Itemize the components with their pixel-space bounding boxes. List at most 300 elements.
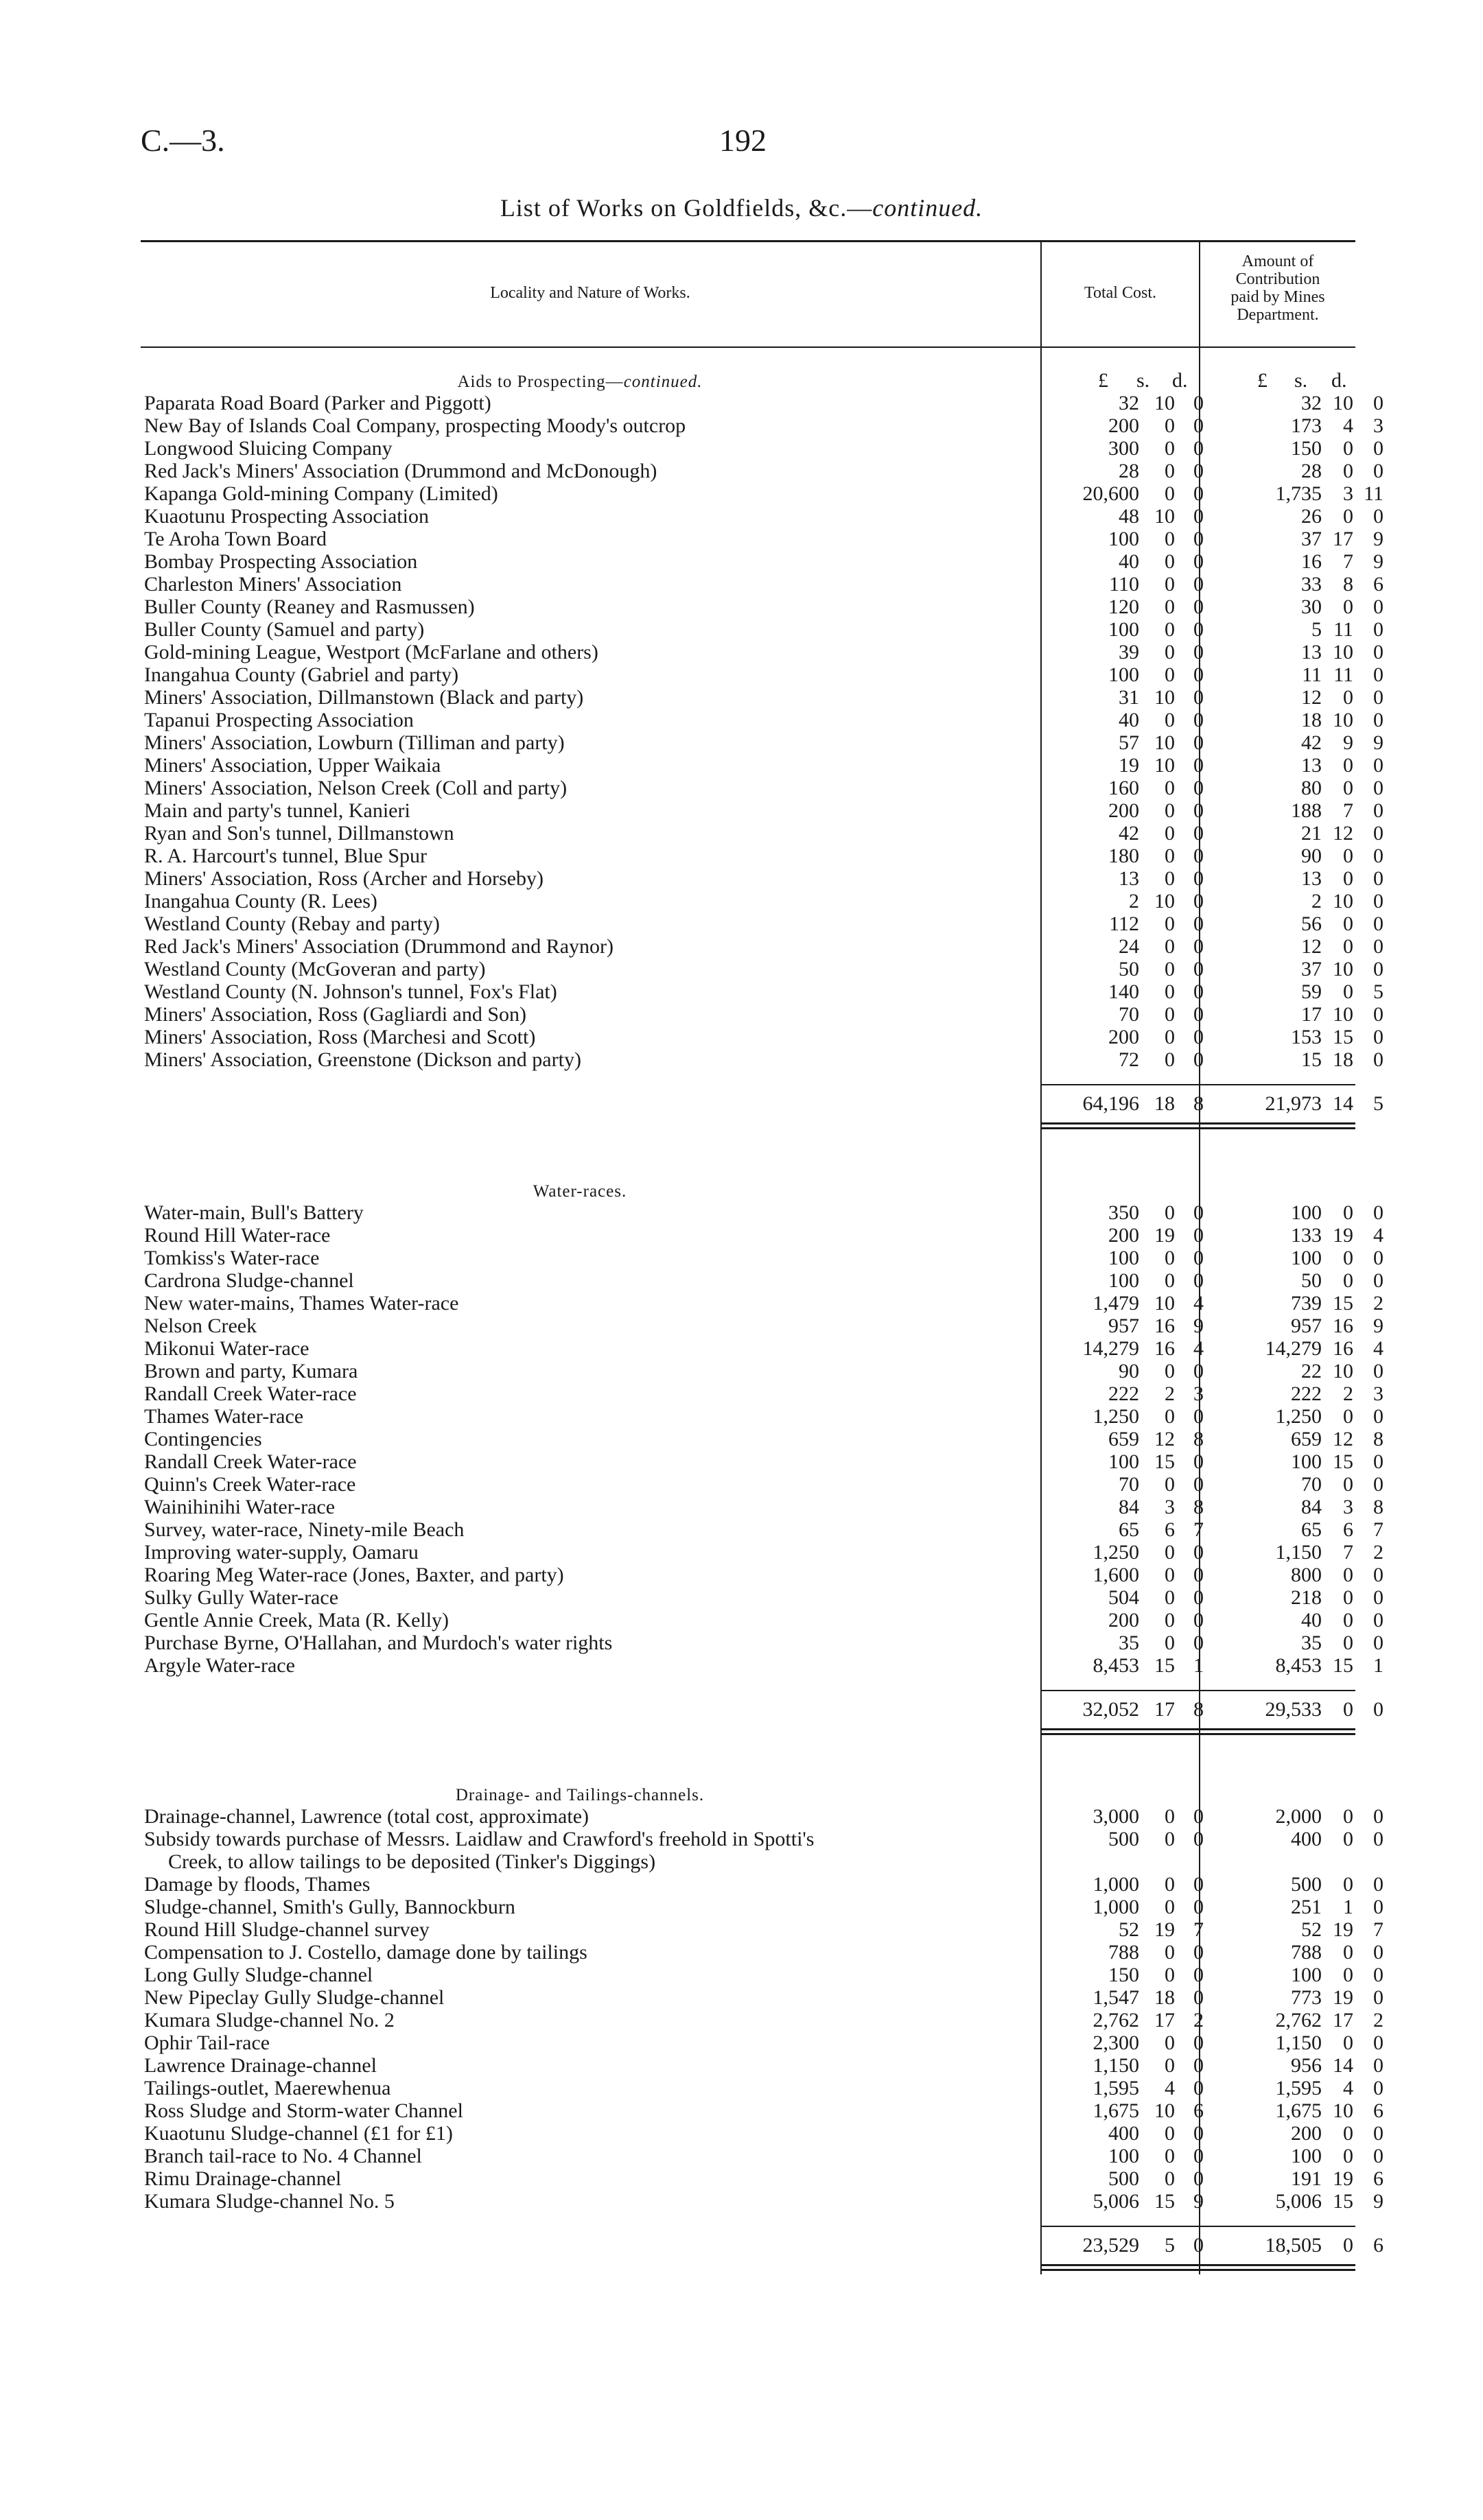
total-cost-pence: 0 (1193, 2234, 1204, 2257)
row-cost-pence: 6 (1193, 2099, 1204, 2122)
row-contrib-pounds: 14,279 (1265, 1337, 1322, 1360)
total-contrib-pounds: 18,505 (1265, 2234, 1322, 2257)
row-contrib-pence: 0 (1373, 1609, 1383, 1632)
row-contrib-pounds: 8,453 (1275, 1654, 1322, 1677)
row-contrib-shillings: 19 (1333, 2167, 1353, 2190)
row-cost-shillings: 0 (1165, 573, 1175, 596)
row-contrib-pence: 0 (1373, 890, 1383, 912)
row-cost-shillings: 4 (1165, 2077, 1175, 2099)
row-cost-pence: 0 (1193, 1873, 1204, 1896)
row-cost-shillings: 0 (1165, 1896, 1175, 1918)
row-contrib-pence: 0 (1373, 392, 1383, 414)
row-cost-pence: 0 (1193, 2032, 1204, 2054)
total-cost-shillings: 18 (1154, 1092, 1175, 1115)
row-cost-pounds: 57 (1119, 731, 1139, 754)
row-cost-pounds: 50 (1119, 958, 1139, 980)
row-locality: Compensation to J. Costello, damage done by tailings (144, 1941, 587, 1964)
row-contrib-shillings: 18 (1333, 1048, 1353, 1071)
total-cost-pounds: 32,052 (1082, 1698, 1139, 1721)
row-cost-pence: 4 (1193, 1337, 1204, 1360)
row-contrib-pounds: 30 (1301, 596, 1322, 618)
row-cost-shillings: 0 (1165, 1586, 1175, 1609)
row-cost-pounds: 140 (1108, 980, 1139, 1003)
row-cost-shillings: 0 (1165, 1247, 1175, 1269)
row-cost-shillings: 0 (1165, 822, 1175, 845)
table-row (144, 1964, 1383, 1986)
row-cost-pounds: 3,000 (1093, 1805, 1139, 1828)
row-contrib-pence: 0 (1373, 437, 1383, 460)
row-cost-shillings: 0 (1165, 663, 1175, 686)
table-row (144, 2122, 1383, 2145)
row-locality: Red Jack's Miners' Association (Drummond and McDonough) (144, 460, 657, 482)
row-locality: Improving water-supply, Oamaru (144, 1541, 419, 1564)
row-cost-pence: 0 (1193, 1586, 1204, 1609)
table-row (144, 1428, 1383, 1450)
row-cost-shillings: 6 (1165, 1518, 1175, 1541)
row-cost-pounds: 2,300 (1093, 2032, 1139, 2054)
row-contrib-pounds: 1,675 (1275, 2099, 1322, 2122)
row-contrib-pounds: 5,006 (1275, 2190, 1322, 2213)
row-contrib-pounds: 21 (1301, 822, 1322, 845)
row-cost-pounds: 70 (1119, 1003, 1139, 1026)
table-row (144, 596, 1383, 618)
row-cost-pence: 0 (1193, 641, 1204, 663)
total-contrib-shillings: 0 (1343, 2234, 1353, 2257)
row-contrib-pence: 0 (1373, 935, 1383, 958)
row-locality: Mikonui Water-race (144, 1337, 310, 1360)
row-contrib-pence: 0 (1373, 1564, 1383, 1586)
row-cost-pounds: 35 (1119, 1632, 1139, 1654)
row-cost-pence: 0 (1193, 890, 1204, 912)
total-double-rule-bottom (1042, 1127, 1355, 1129)
row-cost-shillings: 0 (1165, 2167, 1175, 2190)
row-cost-pence: 0 (1193, 1632, 1204, 1654)
row-contrib-shillings: 1 (1343, 1896, 1353, 1918)
row-cost-shillings: 0 (1165, 2054, 1175, 2077)
row-locality: Round Hill Water-race (144, 1224, 331, 1247)
row-locality: Kumara Sludge-channel No. 5 (144, 2190, 395, 2213)
row-locality: Inangahua County (R. Lees) (144, 890, 377, 912)
row-contrib-pence: 0 (1373, 2122, 1383, 2145)
row-contrib-pounds: 12 (1301, 935, 1322, 958)
page-title-italic: continued. (872, 194, 983, 222)
row-contrib-pounds: 100 (1291, 1450, 1322, 1473)
row-contrib-pounds: 37 (1301, 958, 1322, 980)
contribution-line-3: paid by Mines (1230, 288, 1325, 306)
total-double-rule-bottom (1042, 1733, 1355, 1735)
row-cost-pounds: 160 (1108, 777, 1139, 799)
table-row (144, 1450, 1383, 1473)
row-cost-shillings: 10 (1154, 686, 1175, 709)
table-top-rule (141, 240, 1355, 242)
row-contrib-pounds: 40 (1301, 1609, 1322, 1632)
row-cost-shillings: 0 (1165, 1632, 1175, 1654)
total-contrib-pence: 0 (1373, 1698, 1383, 1721)
row-contrib-shillings: 15 (1333, 2190, 1353, 2213)
table-row (144, 1918, 1383, 1941)
row-cost-pounds: 659 (1108, 1428, 1139, 1450)
row-locality: Miners' Association, Dillmanstown (Black and party) (144, 686, 584, 709)
row-contrib-pence: 0 (1373, 1247, 1383, 1269)
row-contrib-pounds: 2,762 (1275, 2009, 1322, 2032)
row-contrib-shillings: 17 (1333, 2009, 1353, 2032)
total-row (144, 2234, 1383, 2257)
row-contrib-pounds: 22 (1301, 1360, 1322, 1382)
row-contrib-pence: 0 (1373, 686, 1383, 709)
table-row (144, 392, 1383, 414)
row-cost-pounds: 24 (1119, 935, 1139, 958)
page-title-main: List of Works on Goldfields, &c.— (500, 194, 873, 222)
row-locality: Sulky Gully Water-race (144, 1586, 339, 1609)
row-contrib-shillings: 3 (1343, 482, 1353, 505)
row-cost-pounds: 48 (1119, 505, 1139, 528)
row-locality: Quinn's Creek Water-race (144, 1473, 356, 1496)
row-contrib-pounds: 50 (1301, 1269, 1322, 1292)
row-contrib-shillings: 0 (1343, 1873, 1353, 1896)
section-title-drainage: Drainage- and Tailings-channels. (455, 1786, 705, 1804)
row-contrib-pounds: 188 (1291, 799, 1322, 822)
row-contrib-pounds: 15 (1301, 1048, 1322, 1071)
row-contrib-pence: 11 (1364, 482, 1383, 505)
table-row (144, 754, 1383, 777)
row-locality: Kuaotunu Sludge-channel (£1 for £1) (144, 2122, 453, 2145)
section-title-aids (141, 373, 1019, 392)
row-contrib-shillings: 10 (1333, 890, 1353, 912)
subtotal-rule (1042, 2226, 1355, 2227)
row-locality: Randall Creek Water-race (144, 1382, 357, 1405)
column-header-locality: Locality and Nature of Works. (490, 284, 690, 302)
row-cost-shillings: 0 (1165, 2032, 1175, 2054)
row-locality: Miners' Association, Ross (Archer and Horseby) (144, 867, 544, 890)
row-cost-shillings: 0 (1165, 2122, 1175, 2145)
row-cost-pence: 0 (1193, 505, 1204, 528)
row-contrib-shillings: 19 (1333, 1224, 1353, 1247)
row-cost-pence: 0 (1193, 596, 1204, 618)
row-cost-shillings: 0 (1165, 1360, 1175, 1382)
row-locality: Miners' Association, Ross (Gagliardi and Son) (144, 1003, 527, 1026)
row-cost-pounds: 1,150 (1093, 2054, 1139, 2077)
row-cost-pence: 0 (1193, 686, 1204, 709)
total-cost-pence: 8 (1193, 1092, 1204, 1115)
document-reference: C.—3. (141, 123, 225, 158)
row-locality: Miners' Association, Ross (Marchesi and Scott) (144, 1026, 536, 1048)
row-contrib-pence: 0 (1373, 596, 1383, 618)
row-locality: Red Jack's Miners' Association (Drummond and Raynor) (144, 935, 614, 958)
row-cost-pounds: 72 (1119, 1048, 1139, 1071)
row-contrib-shillings: 10 (1333, 958, 1353, 980)
row-cost-shillings: 0 (1165, 777, 1175, 799)
row-cost-pounds: 200 (1108, 414, 1139, 437)
row-contrib-pence: 3 (1373, 1382, 1383, 1405)
row-cost-pounds: 222 (1108, 1382, 1139, 1405)
table-row (144, 890, 1383, 912)
row-contrib-pence: 0 (1373, 754, 1383, 777)
table-row (144, 1805, 1383, 1828)
row-contrib-pence: 0 (1373, 505, 1383, 528)
row-contrib-pounds: 52 (1301, 1918, 1322, 1941)
row-contrib-pence: 6 (1373, 2099, 1383, 2122)
row-cost-shillings: 10 (1154, 392, 1175, 414)
table-row (144, 1564, 1383, 1586)
row-contrib-pence: 0 (1373, 912, 1383, 935)
row-contrib-pence: 9 (1373, 1315, 1383, 1337)
row-contrib-shillings: 10 (1333, 709, 1353, 731)
row-contrib-pounds: 35 (1301, 1632, 1322, 1654)
table-row (144, 2032, 1383, 2054)
row-cost-pounds: 70 (1119, 1473, 1139, 1496)
row-cost-pounds: 20,600 (1082, 482, 1139, 505)
row-contrib-shillings: 0 (1343, 912, 1353, 935)
table-row (144, 528, 1383, 550)
row-cost-shillings: 10 (1154, 731, 1175, 754)
row-locality: Water-main, Bull's Battery (144, 1201, 364, 1224)
row-contrib-pence: 0 (1373, 1269, 1383, 1292)
table-row (144, 663, 1383, 686)
row-locality: Kapanga Gold-mining Company (Limited) (144, 482, 498, 505)
row-cost-pence: 0 (1193, 1247, 1204, 1269)
row-cost-pence: 0 (1193, 1048, 1204, 1071)
row-cost-shillings: 0 (1165, 935, 1175, 958)
row-cost-pounds: 100 (1108, 1450, 1139, 1473)
row-contrib-pence: 0 (1373, 1586, 1383, 1609)
row-cost-pence: 0 (1193, 958, 1204, 980)
row-locality: Bombay Prospecting Association (144, 550, 418, 573)
row-locality: Westland County (McGoveran and party) (144, 958, 486, 980)
row-contrib-pounds: 16 (1301, 550, 1322, 573)
table-row (144, 1828, 1383, 1850)
row-contrib-shillings: 10 (1333, 392, 1353, 414)
row-cost-pence: 0 (1193, 550, 1204, 573)
row-contrib-pounds: 18 (1301, 709, 1322, 731)
row-contrib-pence: 7 (1373, 1518, 1383, 1541)
row-contrib-shillings: 7 (1343, 799, 1353, 822)
row-contrib-shillings: 15 (1333, 1026, 1353, 1048)
row-cost-pounds: 1,595 (1093, 2077, 1139, 2099)
row-contrib-shillings: 15 (1333, 1450, 1353, 1473)
row-contrib-pence: 1 (1373, 1654, 1383, 1677)
row-contrib-pence: 0 (1373, 2145, 1383, 2167)
row-contrib-shillings: 0 (1343, 1609, 1353, 1632)
row-cost-shillings: 0 (1165, 596, 1175, 618)
total-double-rule-top (1042, 1728, 1355, 1730)
row-cost-pence: 0 (1193, 935, 1204, 958)
row-cost-pence: 9 (1193, 2190, 1204, 2213)
total-row (144, 1092, 1383, 1116)
row-locality: Nelson Creek (144, 1315, 257, 1337)
row-cost-pounds: 42 (1119, 822, 1139, 845)
total-double-rule-top (1042, 2264, 1355, 2266)
table-header-rule (141, 346, 1355, 348)
row-cost-pounds: 1,600 (1093, 1564, 1139, 1586)
row-locality: Contingencies (144, 1428, 262, 1450)
row-cost-pence: 0 (1193, 867, 1204, 890)
row-contrib-pence: 0 (1373, 1873, 1383, 1896)
subtotal-rule (1042, 1084, 1355, 1085)
total-cost-shillings: 17 (1154, 1698, 1175, 1721)
unit-pounds-contrib: £ (1257, 369, 1268, 392)
row-cost-shillings: 0 (1165, 1873, 1175, 1896)
row-contrib-pounds: 957 (1291, 1315, 1322, 1337)
row-contrib-pounds: 13 (1301, 754, 1322, 777)
row-locality: Miners' Association, Lowburn (Tilliman and party) (144, 731, 565, 754)
table-row (144, 1896, 1383, 1918)
table-row (144, 731, 1383, 754)
row-cost-pence: 0 (1193, 754, 1204, 777)
row-contrib-shillings: 4 (1343, 2077, 1353, 2099)
table-row (144, 1048, 1383, 1071)
row-contrib-shillings: 0 (1343, 2145, 1353, 2167)
unit-shillings-cost: s. (1136, 369, 1150, 392)
row-contrib-shillings: 4 (1343, 414, 1353, 437)
contribution-line-4: Department. (1237, 306, 1319, 324)
table-row (144, 912, 1383, 935)
table-row (144, 1518, 1383, 1541)
row-locality: Randall Creek Water-race (144, 1450, 357, 1473)
row-cost-shillings: 10 (1154, 2099, 1175, 2122)
table-row (144, 935, 1383, 958)
row-contrib-pounds: 739 (1291, 1292, 1322, 1315)
row-contrib-shillings: 0 (1343, 1964, 1353, 1986)
row-contrib-pence: 0 (1373, 1941, 1383, 1964)
row-contrib-shillings: 3 (1343, 1496, 1353, 1518)
row-contrib-pence: 0 (1373, 618, 1383, 641)
row-contrib-shillings: 12 (1333, 1428, 1353, 1450)
row-contrib-shillings: 0 (1343, 1586, 1353, 1609)
unit-pence-cost: d. (1172, 369, 1188, 392)
row-cost-shillings: 10 (1154, 890, 1175, 912)
row-cost-pence: 0 (1193, 528, 1204, 550)
row-contrib-pence: 6 (1373, 2167, 1383, 2190)
row-cost-pounds: 350 (1108, 1201, 1139, 1224)
row-cost-pounds: 1,000 (1093, 1873, 1139, 1896)
row-contrib-pounds: 2,000 (1275, 1805, 1322, 1828)
row-contrib-pence: 0 (1373, 777, 1383, 799)
row-cost-pounds: 84 (1119, 1496, 1139, 1518)
row-cost-pence: 0 (1193, 1896, 1204, 1918)
row-contrib-shillings: 0 (1343, 1941, 1353, 1964)
row-locality: Roaring Meg Water-race (Jones, Baxter, and party) (144, 1564, 564, 1586)
row-contrib-shillings: 16 (1333, 1337, 1353, 1360)
row-cost-shillings: 0 (1165, 437, 1175, 460)
row-contrib-pounds: 173 (1291, 414, 1322, 437)
row-cost-shillings: 0 (1165, 1564, 1175, 1586)
row-locality: Charleston Miners' Association (144, 573, 402, 596)
row-contrib-shillings: 0 (1343, 1405, 1353, 1428)
row-cost-pounds: 2,762 (1093, 2009, 1139, 2032)
total-double-rule-bottom (1042, 2269, 1355, 2271)
row-cost-shillings: 0 (1165, 414, 1175, 437)
table-row (144, 482, 1383, 505)
row-contrib-pence: 0 (1373, 1360, 1383, 1382)
row-locality: Inangahua County (Gabriel and party) (144, 663, 459, 686)
row-contrib-pounds: 84 (1301, 1496, 1322, 1518)
row-cost-pence: 0 (1193, 392, 1204, 414)
table-row (144, 799, 1383, 822)
total-contrib-pence: 5 (1373, 1092, 1383, 1115)
total-cost-pounds: 23,529 (1082, 2234, 1139, 2257)
row-contrib-pounds: 153 (1291, 1026, 1322, 1048)
row-contrib-shillings: 0 (1343, 1805, 1353, 1828)
row-cost-pence: 0 (1193, 1360, 1204, 1382)
table-row (144, 1315, 1383, 1337)
row-contrib-shillings: 7 (1343, 550, 1353, 573)
row-locality: Gold-mining League, Westport (McFarlane and others) (144, 641, 598, 663)
table-row (144, 573, 1383, 596)
table-row (144, 618, 1383, 641)
row-cost-pounds: 40 (1119, 709, 1139, 731)
table-row (144, 550, 1383, 573)
row-cost-pence: 7 (1193, 1918, 1204, 1941)
row-contrib-pence: 4 (1373, 1337, 1383, 1360)
table-row (144, 958, 1383, 980)
row-contrib-shillings: 0 (1343, 460, 1353, 482)
row-cost-shillings: 17 (1154, 2009, 1175, 2032)
row-cost-pounds: 2 (1129, 890, 1139, 912)
table-row (144, 1269, 1383, 1292)
row-contrib-pence: 0 (1373, 2032, 1383, 2054)
row-cost-pounds: 32 (1119, 392, 1139, 414)
table-row (144, 2099, 1383, 2122)
row-locality: Argyle Water-race (144, 1654, 295, 1677)
total-double-rule-top (1042, 1122, 1355, 1124)
row-cost-pounds: 100 (1108, 1269, 1139, 1292)
row-contrib-pounds: 70 (1301, 1473, 1322, 1496)
row-contrib-pence: 3 (1373, 414, 1383, 437)
row-cost-shillings: 0 (1165, 958, 1175, 980)
row-cost-pence: 0 (1193, 2167, 1204, 2190)
table-row (144, 822, 1383, 845)
row-contrib-pounds: 200 (1291, 2122, 1322, 2145)
row-contrib-shillings: 17 (1333, 528, 1353, 550)
row-locality: New Bay of Islands Coal Company, prospecting Moody's outcrop (144, 414, 686, 437)
row-cost-shillings: 12 (1154, 1428, 1175, 1450)
row-cost-shillings: 15 (1154, 1450, 1175, 1473)
row-contrib-pounds: 788 (1291, 1941, 1322, 1964)
row-contrib-pounds: 26 (1301, 505, 1322, 528)
row-contrib-pounds: 37 (1301, 528, 1322, 550)
row-cost-pence: 0 (1193, 663, 1204, 686)
row-contrib-pence: 0 (1373, 822, 1383, 845)
row-cost-pounds: 150 (1108, 1964, 1139, 1986)
row-cost-shillings: 0 (1165, 1964, 1175, 1986)
row-cost-pounds: 40 (1119, 550, 1139, 573)
row-contrib-pounds: 90 (1301, 845, 1322, 867)
row-contrib-pounds: 42 (1301, 731, 1322, 754)
row-locality: Westland County (Rebay and party) (144, 912, 440, 935)
row-locality: Long Gully Sludge-channel (144, 1964, 373, 1986)
row-cost-pounds: 8,453 (1093, 1654, 1139, 1677)
row-cost-shillings: 0 (1165, 1473, 1175, 1496)
row-cost-pence: 8 (1193, 1428, 1204, 1450)
row-cost-pence: 2 (1193, 2009, 1204, 2032)
row-cost-shillings: 0 (1165, 912, 1175, 935)
row-contrib-pence: 0 (1373, 1632, 1383, 1654)
row-locality: Cardrona Sludge-channel (144, 1269, 354, 1292)
row-cost-pounds: 1,479 (1093, 1292, 1139, 1315)
row-contrib-pounds: 956 (1291, 2054, 1322, 2077)
row-locality: Lawrence Drainage-channel (144, 2054, 377, 2077)
row-locality: Ross Sludge and Storm-water Channel (144, 2099, 463, 2122)
row-contrib-shillings: 0 (1343, 1632, 1353, 1654)
row-locality: Thames Water-race (144, 1405, 304, 1428)
unit-pence-contrib: d. (1331, 369, 1347, 392)
row-contrib-pence: 0 (1373, 1026, 1383, 1048)
row-cost-pence: 0 (1193, 2054, 1204, 2077)
row-locality: Miners' Association, Upper Waikaia (144, 754, 441, 777)
row-locality: Buller County (Samuel and party) (144, 618, 425, 641)
row-contrib-shillings: 0 (1343, 2032, 1353, 2054)
row-locality: Rimu Drainage-channel (144, 2167, 342, 2190)
